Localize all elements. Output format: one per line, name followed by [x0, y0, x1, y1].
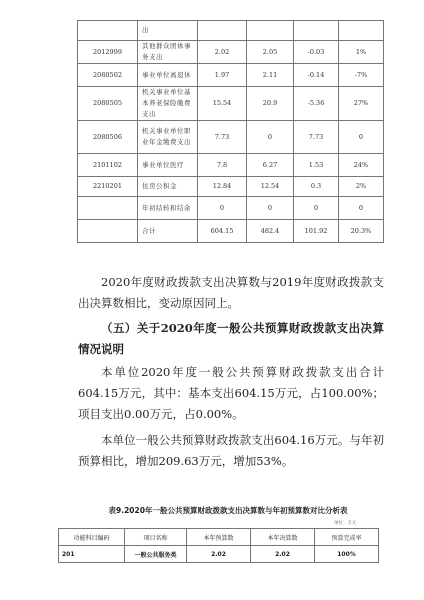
value-cell: 7.73	[294, 121, 339, 154]
value-cell: -0.03	[294, 41, 339, 64]
expenditure-detail-table	[77, 20, 384, 243]
table-row	[78, 154, 384, 177]
item-name-cell: 其他群众团体事务支出	[138, 41, 198, 64]
table-row	[78, 220, 384, 243]
value-cell	[247, 21, 294, 41]
paragraph-comparison: 2020年度财政拨款支出决算数与2019年度财政拨款支出决算数相比，变动原因同上。	[78, 275, 384, 310]
item-name-cell: 住房公积金	[138, 177, 198, 197]
table-header-row	[59, 529, 379, 546]
function-code-cell	[78, 220, 138, 243]
function-code-cell	[78, 21, 138, 41]
value-cell: 0	[339, 121, 384, 154]
value-cell: 24%	[339, 154, 384, 177]
value-cell: 15.54	[198, 87, 247, 121]
table-cell: 一般公共服务类	[125, 546, 187, 563]
table-row	[78, 64, 384, 87]
item-name-cell: 出	[138, 21, 198, 41]
value-cell: 1%	[339, 41, 384, 64]
value-cell	[339, 21, 384, 41]
value-cell: 20.9	[247, 87, 294, 121]
value-cell: 20.3%	[339, 220, 384, 243]
function-code-cell: 2210201	[78, 177, 138, 197]
value-cell: -7%	[339, 64, 384, 87]
value-cell: 0	[247, 121, 294, 154]
function-code-cell: 2012999	[78, 41, 138, 64]
value-cell: 12.84	[198, 177, 247, 197]
value-cell: 7.73	[198, 121, 247, 154]
budget-comparison-table	[58, 528, 379, 563]
value-cell	[198, 21, 247, 41]
value-cell: -0.14	[294, 64, 339, 87]
table-cell: 100%	[315, 546, 379, 563]
table-row	[78, 21, 384, 41]
function-code-cell: 2080502	[78, 64, 138, 87]
table-row	[78, 177, 384, 197]
table-row	[78, 121, 384, 154]
table-cell: 201	[59, 546, 125, 563]
value-cell: 7.8	[198, 154, 247, 177]
header-cell: 项目名称	[125, 529, 187, 546]
item-name-cell: 机关事业单位职业年金缴费支出	[138, 121, 198, 154]
unit-label: 单位：万元	[334, 521, 357, 526]
function-code-cell: 2080505	[78, 87, 138, 121]
table-row	[59, 546, 379, 563]
value-cell: 2.02	[198, 41, 247, 64]
value-cell: 2.11	[247, 64, 294, 87]
value-cell: 1.97	[198, 64, 247, 87]
paragraph-summary: 本单位2020年度一般公共预算财政拨款支出合计604.15万元，其中：基本支出604.15万元，占100.00%；项目支出0.00万元，占0.00%。	[78, 365, 384, 421]
expenditure-detail-body	[78, 21, 384, 243]
table-row	[78, 41, 384, 64]
table-cell: 2.02	[187, 546, 251, 563]
value-cell: -5.36	[294, 87, 339, 121]
function-code-cell: 2101102	[78, 154, 138, 177]
table-cell: 2.02	[251, 546, 315, 563]
value-cell: 0	[294, 197, 339, 220]
table-row	[78, 87, 384, 121]
table-caption: 表9.2020年一般公共预算财政拨款支出决算数与年初预算数对比分析表	[108, 506, 348, 515]
value-cell: 0.3	[294, 177, 339, 197]
value-cell: 0	[247, 197, 294, 220]
header-cell: 功能科目编码	[59, 529, 125, 546]
item-name-cell: 机关事业单位基本养老保险缴费支出	[138, 87, 198, 121]
header-cell: 预算完成率	[315, 529, 379, 546]
value-cell: 12.54	[247, 177, 294, 197]
paragraph-budget-comparison: 本单位一般公共预算财政拨款支出604.16万元。与年初预算相比，增加209.63万元，增加53%。	[78, 433, 384, 468]
function-code-cell	[78, 197, 138, 220]
value-cell: 0	[198, 197, 247, 220]
section-heading: （五）关于2020年度一般公共预算财政拨款支出决算情况说明	[78, 321, 384, 356]
item-name-cell: 合计	[138, 220, 198, 243]
value-cell: 604.15	[198, 220, 247, 243]
value-cell: 101.92	[294, 220, 339, 243]
table-row	[78, 197, 384, 220]
header-cell: 本年决算数	[251, 529, 315, 546]
value-cell: 2%	[339, 177, 384, 197]
value-cell: 0	[339, 197, 384, 220]
item-name-cell: 事业单位医疗	[138, 154, 198, 177]
header-cell: 本年预算数	[187, 529, 251, 546]
value-cell: 27%	[339, 87, 384, 121]
item-name-cell: 事业单位离退休	[138, 64, 198, 87]
item-name-cell: 年初结转和结余	[138, 197, 198, 220]
value-cell	[294, 21, 339, 41]
value-cell: 6.27	[247, 154, 294, 177]
function-code-cell: 2080506	[78, 121, 138, 154]
value-cell: 2.05	[247, 41, 294, 64]
value-cell: 482.4	[247, 220, 294, 243]
value-cell: 1.53	[294, 154, 339, 177]
